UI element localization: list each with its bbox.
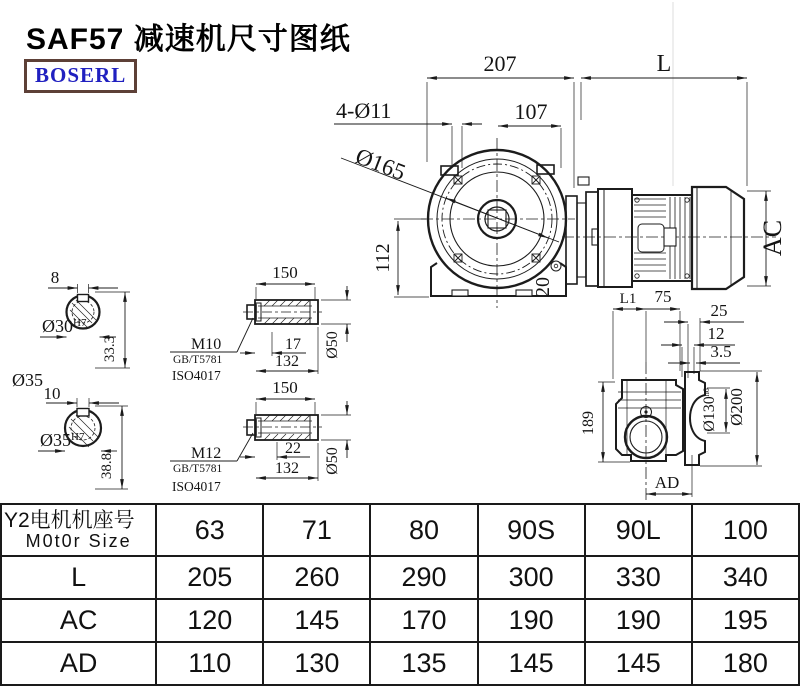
dim-len-150a: 150 (272, 263, 298, 282)
motor-size-63: 63 (156, 504, 263, 556)
row-label-AC: AC (1, 599, 156, 642)
dim-bore-d30: Ø30 (42, 316, 73, 336)
motor-size-71: 71 (263, 504, 370, 556)
dim-207: 207 (483, 51, 517, 76)
value-AD-90s: 145 (478, 642, 585, 685)
svg-text:Ø30H7 (42, 316, 87, 336)
front-view-dimensions (334, 51, 787, 297)
std-iso-a: ISO4017 (172, 368, 221, 383)
front-view (421, 2, 776, 308)
dim-bore-d35: Ø35 (40, 430, 71, 450)
value-L-71: 260 (263, 556, 370, 599)
value-AC-80: 170 (370, 599, 477, 642)
value-AD-100: 180 (692, 642, 799, 685)
row-label-AD: AD (1, 642, 156, 685)
value-AC-71: 145 (263, 599, 370, 642)
boserl-logo: BOSERL (24, 59, 137, 93)
value-AC-63: 120 (156, 599, 263, 642)
dim-d200: Ø200 (727, 388, 746, 426)
dim-12: 12 (707, 324, 725, 343)
value-L-63: 205 (156, 556, 263, 599)
std-iso-b: ISO4017 (172, 479, 221, 494)
page-title: SAF57 减速机尺寸图纸 (26, 23, 351, 56)
dim-AC: AC (758, 219, 787, 257)
header-motor-size (1, 504, 156, 556)
side-view (580, 287, 762, 505)
row-label-L: L (1, 556, 156, 599)
dim-20: 20 (532, 277, 554, 297)
table-header-row (1, 504, 799, 556)
dim-d130-tol: h6 (702, 388, 711, 397)
dim-L: L (656, 51, 672, 77)
dim-d165: Ø165 (352, 143, 409, 185)
dim-d130: Ø130 (701, 396, 718, 432)
shaft-section-d30 (12, 268, 130, 390)
dim-112: 112 (372, 243, 394, 273)
motor-size-90l: 90L (585, 504, 692, 556)
dim-bore-d35-tol: H7 (71, 431, 85, 443)
table-row-AD (1, 642, 799, 685)
hollow-shaft-m12 (170, 378, 351, 494)
dim-bore-d30-tol: H7 (73, 317, 87, 329)
thread-m10: M10 (191, 336, 222, 353)
motor-size-90s: 90S (478, 504, 585, 556)
value-L-90s: 300 (478, 556, 585, 599)
value-AD-90l: 145 (585, 642, 692, 685)
dim-189: 189 (580, 411, 597, 435)
value-AD-80: 135 (370, 642, 477, 685)
dim-38-8: 38.8 (99, 452, 115, 480)
dim-132b: 132 (275, 460, 299, 477)
value-AD-63: 110 (156, 642, 263, 685)
dim-AD: AD (654, 473, 680, 492)
dim-33-3: 33.3 (102, 335, 118, 363)
motor-size-100: 100 (692, 504, 799, 556)
dim-75: 75 (654, 287, 672, 306)
std-gb-b: GB/T5781 (173, 463, 223, 475)
dim-keyway-8: 8 (50, 268, 60, 287)
svg-text:Ø130h6 (701, 388, 718, 432)
dim-132a: 132 (275, 353, 299, 370)
dim-d50a: Ø50 (324, 331, 341, 359)
svg-text:Ø35H7 (40, 430, 85, 450)
dim-25: 25 (710, 301, 728, 320)
hollow-shaft-m10 (170, 263, 351, 383)
dim-22: 22 (285, 440, 301, 457)
value-AC-100: 195 (692, 599, 799, 642)
dim-107: 107 (514, 99, 548, 124)
dim-d50b: Ø50 (324, 447, 341, 475)
motor-size-table (0, 503, 800, 686)
value-L-80: 290 (370, 556, 477, 599)
value-AD-71: 130 (263, 642, 370, 685)
thread-m12: M12 (191, 445, 222, 462)
shaft-section-d35 (38, 384, 128, 489)
header-motor-size-en: M0t0r Size (25, 530, 132, 551)
std-gb-a: GB/T5781 (173, 354, 223, 366)
dim-L1: L1 (619, 291, 637, 307)
header-motor-size-cn: Y2电机机座号 (4, 508, 135, 532)
dim-len-150b: 150 (272, 378, 298, 397)
motor-size-80: 80 (370, 504, 477, 556)
value-AC-90l: 190 (585, 599, 692, 642)
dim-3-5: 3.5 (710, 342, 732, 361)
value-L-100: 340 (692, 556, 799, 599)
dim-17: 17 (285, 336, 301, 353)
label-d35: Ø35 (12, 370, 43, 390)
dim-4xd11: 4-Ø11 (336, 98, 392, 123)
table-row-L (1, 556, 799, 599)
value-L-90l: 330 (585, 556, 692, 599)
dim-keyway-10: 10 (43, 384, 61, 403)
value-AC-90s: 190 (478, 599, 585, 642)
table-row-AC (1, 599, 799, 642)
